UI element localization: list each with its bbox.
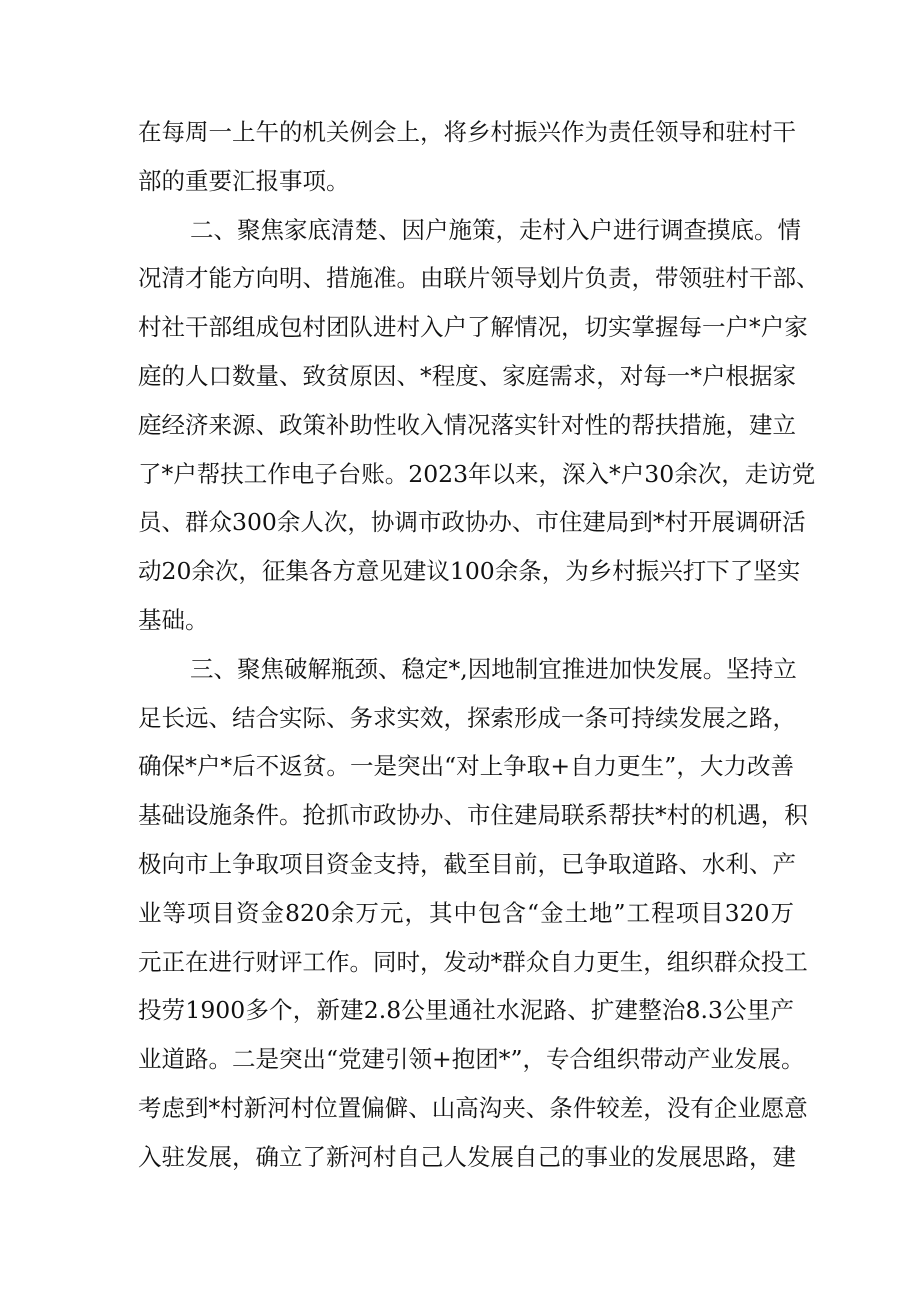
text-line: 庭的人口数量、致贫原因、*程度、家庭需求，对每一*户根据家 [138,361,796,390]
text-line: 入驻发展，确立了新河村自己人发展自己的事业的发展思路，建 [138,1142,796,1171]
text-line: 业等项目资金820余万元，其中包含“金土地”工程项目320万 [138,898,794,927]
text-line: 庭经济来源、政策补助性收入情况落实针对性的帮扶措施，建立 [138,410,796,439]
text-line: 业道路。二是突出“党建引领+抱团*”，专合组织带动产业发展。 [138,1045,805,1074]
text-line: 极向市上争取项目资金支持，截至目前，已争取道路、水利、产 [138,849,796,878]
text-line: 部的重要汇报事项。 [138,166,350,195]
text-line: 在每周一上午的机关例会上，将乡村振兴作为责任领导和驻村干 [138,118,796,146]
text-line: 了*户帮扶工作电子台账。2023年以来，深入*户30余次，走访党 [138,459,816,488]
text-line: 足长远、结合实际、务求实效，探索形成一条可持续发展之路， [138,703,796,732]
text-line: 员、群众300余人次，协调市政协办、市住建局到*村开展调研活 [138,508,806,537]
text-line: 动20余次，征集各方意见建议100余条，为乡村振兴打下了坚实 [138,557,801,586]
text-line: 基础设施条件。抢抓市政协办、市住建局联系帮扶*村的机遇，积 [138,801,808,830]
text-line: 确保*户*后不返贫。一是突出“对上争取+自力更生”，大力改善 [138,752,794,781]
text-line: 三、聚焦破解瓶颈、稳定*,因地制宜推进加快发展。坚持立 [190,654,797,683]
text-line: 元正在进行财评工作。同时，发动*群众自力更生，组织群众投工 [138,947,808,976]
text-line: 基础。 [138,605,209,634]
text-line: 二、聚焦家底清楚、因户施策，走村入户进行调查摸底。情 [190,215,801,244]
text-line: 村社干部组成包村团队进村入户了解情况，切实掌握每一户*户家 [138,313,808,342]
text-line: 投劳1900多个，新建2.8公里通社水泥路、扩建整治8.3公里产 [138,996,794,1025]
text-line: 考虑到*村新河村位置偏僻、山高沟夹、条件较差，没有企业愿意 [138,1093,808,1122]
document-body [138,108,820,1182]
text-line: 况清才能方向明、措施准。由联片领导划片负责，带领驻村干部、 [138,264,820,293]
